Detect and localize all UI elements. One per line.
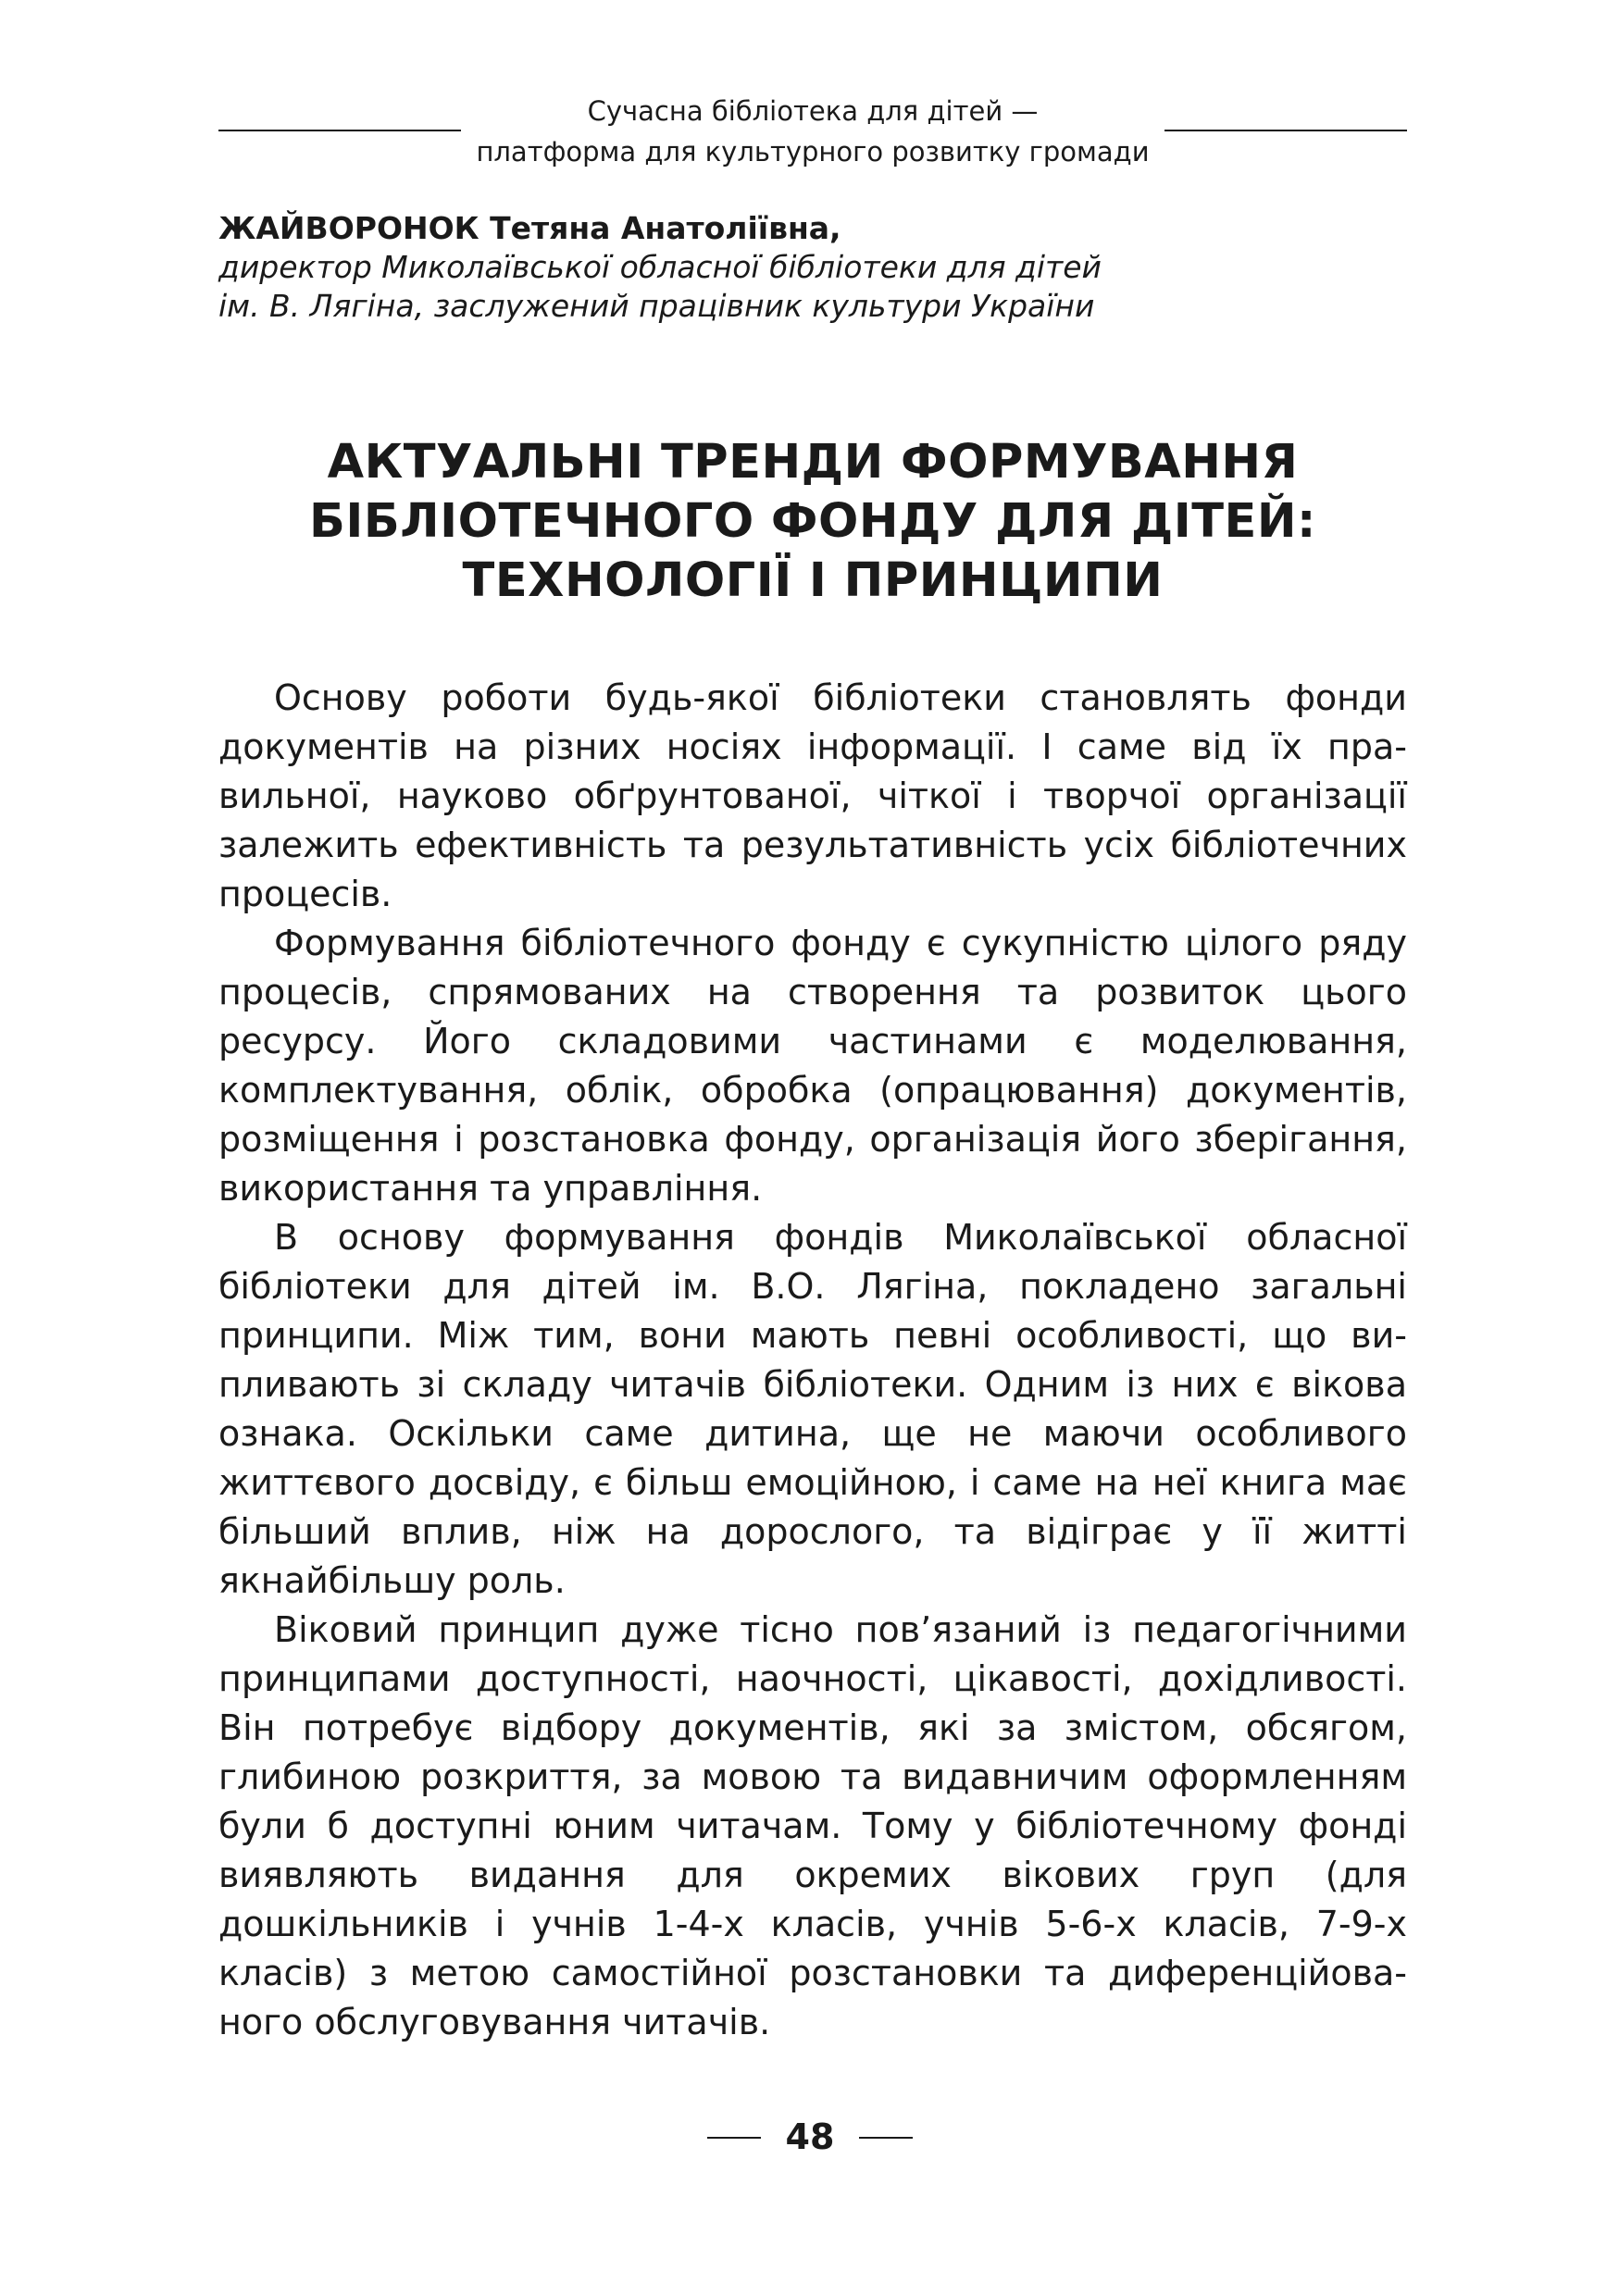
paragraph-1: Основу роботи будь-якої бібліотеки становлять фонди документів на різних носіях інформації. І саме від їх правильної, науково обґрунтованої, чіткої і творчої організації залежить ефективність та результативність усіх бібліотечних процесів. — [218, 677, 1407, 914]
running-header-text — [468, 91, 1157, 172]
header-rule-right — [1164, 130, 1407, 131]
paragraph-4: Віковий принцип дуже тісно пов’язаний із педагогічними принципами доступності, наочності, цікавості, дохідливості. Він потребує відбору документів, які за змістом, обсягом, глибиною розкриття, за мовою та видавничим оформленням були б доступні юним читачам. Тому у бібліотечному фонді виявляють видання для окремих вікових груп (для дошкільників і учнів 1-4-х класів, учнів 5-6-х класів, 7-9-х класів) з метою самостійної розстановки та диференційованого обслуговування читачів. — [218, 1609, 1407, 2042]
running-header-line-2: платформа для культурного розвитку громади — [476, 136, 1150, 168]
author-position-line-2: ім. В. Лягіна, заслужений працівник культури України — [218, 288, 1095, 324]
paragraph-2: Формування бібліотечного фонду є сукупністю цілого ряду процесів, спрямованих на створення та розвиток цього ресурсу. Його складовими частинами є моделювання, комплектування, облік, обробка (опрацювання) документів, розміщення і розстановка фонду, організація його зберігання, використання та управління. — [218, 923, 1407, 1209]
article-title — [218, 433, 1407, 611]
running-header-line-1: Сучасна бібліотека для дітей — — [587, 95, 1039, 127]
article-title-line-2: БІБЛІОТЕЧНОГО ФОНДУ ДЛЯ ДІТЕЙ: — [309, 494, 1316, 549]
page-number-dash-right — [859, 2137, 913, 2139]
author-block — [218, 209, 1407, 326]
running-header — [218, 91, 1407, 174]
page-number: 48 — [785, 2116, 835, 2157]
author-position-line-1: директор Миколаївської обласної бібліотеки для дітей — [218, 249, 1102, 285]
article-title-line-1: АКТУАЛЬНІ ТРЕНДИ ФОРМУВАННЯ — [327, 435, 1299, 490]
page-number-block — [707, 2114, 913, 2160]
article-body — [218, 674, 1407, 2047]
header-rule-left — [218, 130, 461, 131]
article-title-line-3: ТЕХНОЛОГІЇ І ПРИНЦИПИ — [462, 553, 1164, 608]
paragraph-3: В основу формування фондів Миколаївської обласної бібліотеки для дітей ім. В.О. Лягіна, покладено загальні принципи. Між тим, вони мають певні особливості, що випливають зі складу читачів бібліотеки. Одним із них є вікова ознака. Оскільки саме дитина, ще не маючи особливого життєвого досвіду, є більш емоційною, і саме на неї книга має більший вплив, ніж на дорослого, та відіграє у її житті якнайбільшу роль. — [218, 1217, 1407, 1601]
author-name: ЖАЙВОРОНОК Тетяна Анатоліївна, — [218, 210, 841, 246]
